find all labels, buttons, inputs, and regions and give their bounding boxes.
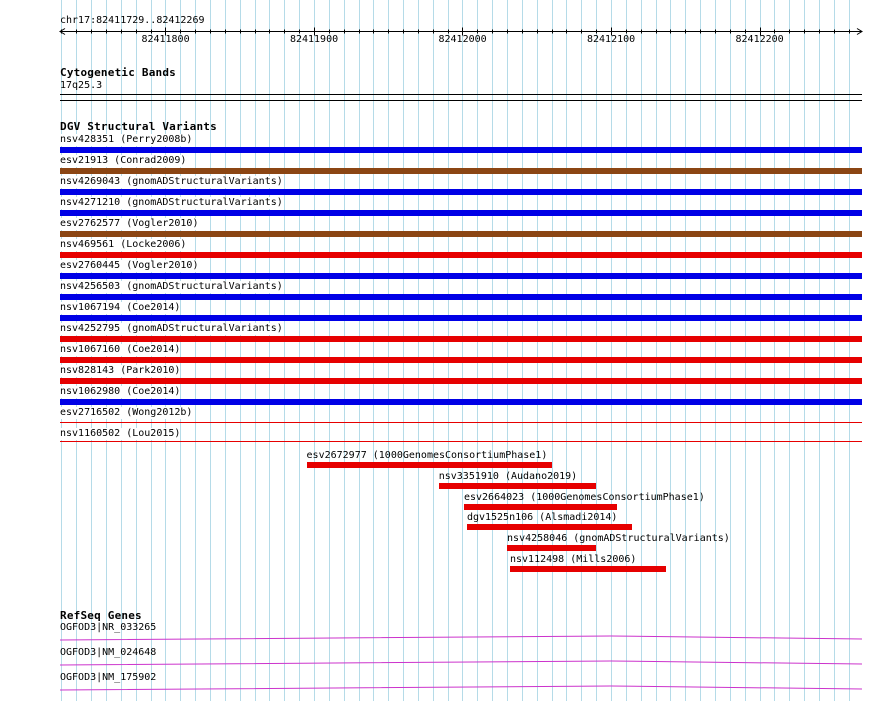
structural-variant-label[interactable]: nsv4252795 (gnomADStructuralVariants) bbox=[60, 323, 283, 334]
ruler-tick-label: 82412100 bbox=[587, 34, 636, 45]
structural-variant-label[interactable]: nsv3351910 (Audano2019) bbox=[438, 471, 578, 482]
structural-variant-label[interactable]: nsv1062980 (Coe2014) bbox=[60, 386, 181, 397]
structural-variant-bar[interactable] bbox=[307, 462, 552, 468]
structural-variant-label[interactable]: nsv1160502 (Lou2015) bbox=[60, 428, 181, 439]
gene-model[interactable] bbox=[60, 684, 862, 692]
structural-variant-label[interactable]: esv2672977 (1000GenomesConsortiumPhase1) bbox=[306, 450, 548, 461]
structural-variant-label[interactable]: nsv112498 (Mills2006) bbox=[510, 554, 637, 565]
ruler-tick-label: 82411900 bbox=[289, 34, 339, 45]
structural-variant-label[interactable]: esv2762577 (Vogler2010) bbox=[60, 218, 199, 229]
locus-label: chr17:82411729..82412269 bbox=[60, 15, 205, 26]
gene-intron-line bbox=[60, 661, 862, 665]
gene-model[interactable] bbox=[60, 659, 862, 667]
structural-variant-bar[interactable] bbox=[60, 336, 862, 342]
structural-variant-bar[interactable] bbox=[60, 357, 862, 363]
structural-variant-label[interactable]: nsv4271210 (gnomADStructuralVariants) bbox=[60, 197, 283, 208]
structural-variant-bar[interactable] bbox=[60, 378, 862, 384]
track-divider bbox=[60, 100, 862, 101]
gene-intron-line bbox=[60, 636, 862, 640]
structural-variant-bar[interactable] bbox=[60, 315, 862, 321]
gene-label[interactable]: OGFOD3|NM_024648 bbox=[60, 647, 157, 658]
structural-variant-label[interactable]: nsv1067194 (Coe2014) bbox=[60, 302, 181, 313]
ruler-tick-label: 82412000 bbox=[438, 34, 487, 45]
structural-variant-label[interactable]: nsv828143 (Park2010) bbox=[60, 365, 181, 376]
structural-variant-label[interactable]: nsv469561 (Locke2006) bbox=[60, 239, 187, 250]
structural-variant-bar[interactable] bbox=[464, 504, 617, 510]
structural-variant-bar[interactable] bbox=[60, 210, 862, 216]
structural-variant-label[interactable]: dgv1525n106 (Alsmadi2014) bbox=[466, 512, 618, 523]
refseq-track-title: RefSeq Genes bbox=[60, 609, 142, 622]
structural-variant-bar[interactable] bbox=[510, 566, 666, 572]
structural-variant-bar[interactable] bbox=[60, 273, 862, 279]
structural-variant-bar[interactable] bbox=[60, 294, 862, 300]
structural-variant-label[interactable]: esv2760445 (Vogler2010) bbox=[60, 260, 199, 271]
structural-variant-bar[interactable] bbox=[60, 422, 862, 423]
gene-label[interactable]: OGFOD3|NM_175902 bbox=[60, 672, 157, 683]
structural-variant-bar[interactable] bbox=[467, 524, 632, 530]
cytoband-label[interactable]: 17q25.3 bbox=[60, 80, 103, 91]
gene-intron-line bbox=[60, 686, 862, 690]
structural-variant-bar[interactable] bbox=[60, 189, 862, 195]
gene-label[interactable]: OGFOD3|NR_033265 bbox=[60, 622, 157, 633]
cytoband-bar[interactable] bbox=[60, 94, 862, 95]
structural-variant-bar[interactable] bbox=[60, 231, 862, 237]
ruler-tick-label: 82411800 bbox=[141, 34, 190, 45]
structural-variant-bar[interactable] bbox=[439, 483, 596, 489]
structural-variant-label[interactable]: nsv428351 (Perry2008b) bbox=[60, 134, 193, 145]
cytoband-track-title: Cytogenetic Bands bbox=[60, 66, 176, 79]
structural-variant-bar[interactable] bbox=[60, 147, 862, 153]
structural-variant-bar[interactable] bbox=[507, 545, 596, 551]
ruler-tick-label: 82412200 bbox=[735, 34, 784, 45]
structural-variant-label[interactable]: esv2716502 (Wong2012b) bbox=[60, 407, 193, 418]
structural-variant-label[interactable]: esv2664023 (1000GenomesConsortiumPhase1) bbox=[463, 492, 705, 503]
dgv-track-title: DGV Structural Variants bbox=[60, 120, 217, 133]
structural-variant-label[interactable]: nsv1067160 (Coe2014) bbox=[60, 344, 181, 355]
structural-variant-bar[interactable] bbox=[60, 252, 862, 258]
structural-variant-label[interactable]: esv21913 (Conrad2009) bbox=[60, 155, 187, 166]
structural-variant-label[interactable]: nsv4269043 (gnomADStructuralVariants) bbox=[60, 176, 283, 187]
structural-variant-bar[interactable] bbox=[60, 399, 862, 405]
gene-model[interactable] bbox=[60, 634, 862, 642]
structural-variant-bar[interactable] bbox=[60, 441, 862, 442]
structural-variant-label[interactable]: nsv4256503 (gnomADStructuralVariants) bbox=[60, 281, 283, 292]
structural-variant-bar[interactable] bbox=[60, 168, 862, 174]
structural-variant-label[interactable]: nsv4258046 (gnomADStructuralVariants) bbox=[507, 533, 730, 544]
